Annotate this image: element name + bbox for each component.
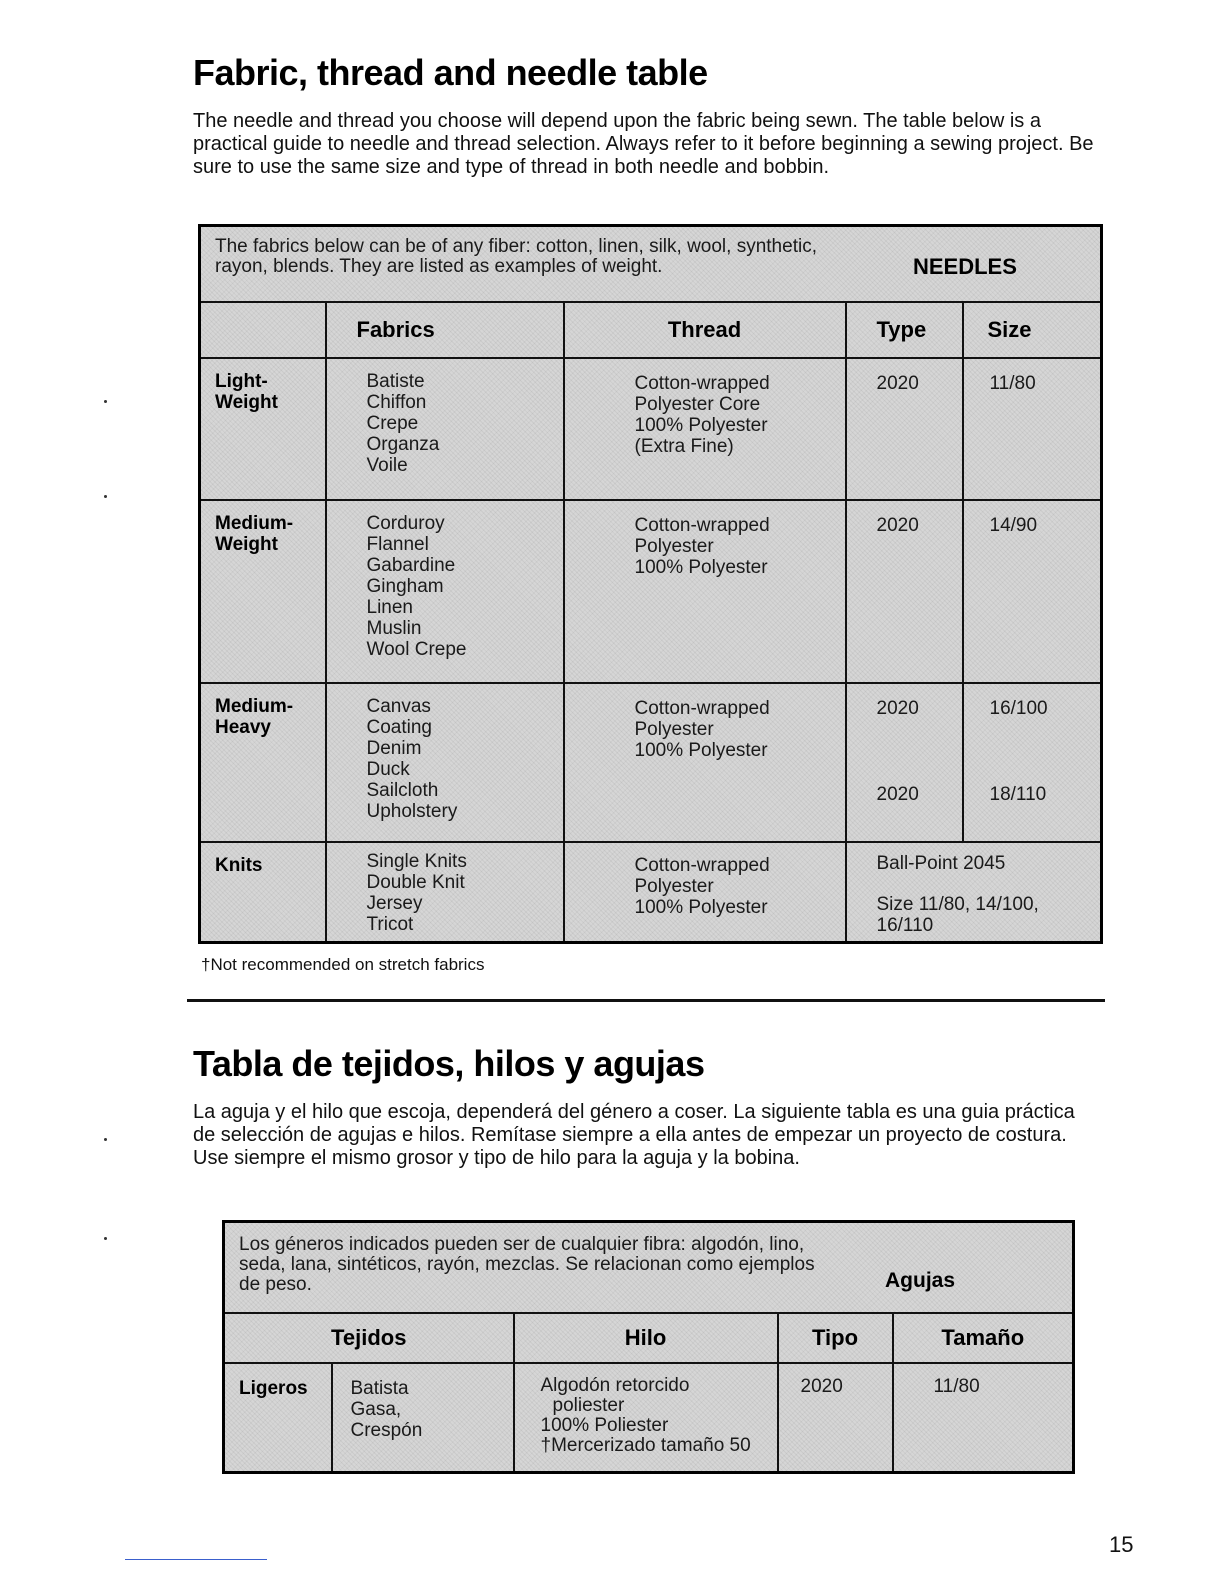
thread-cell: Cotton-wrapped Polyester Core 100% Polyester (Extra Fine) — [564, 358, 846, 500]
page-number: 15 — [1109, 1532, 1134, 1557]
category-cell: Ligeros — [224, 1363, 332, 1473]
table-row — [200, 842, 1102, 942]
header-tipo: Tipo — [778, 1313, 893, 1363]
spanish-table-note: Los géneros indicados pueden ser de cualquier fibra: algodón, lino, seda, lana, sintéticos, rayón, mezclas. Se relacionan como ejemplos de peso. — [239, 1234, 815, 1295]
category-cell: Medium- Heavy — [200, 683, 326, 842]
thread-cell: Cotton-wrapped Polyester 100% Polyester — [564, 683, 846, 842]
spanish-title: Tabla de tejidos, hilos y agujas — [193, 1043, 705, 1084]
margin-dot — [104, 1138, 107, 1141]
header-tejidos: Tejidos — [224, 1313, 514, 1363]
needle-cell: Ball-Point 2045 Size 11/80, 14/100, 16/110 — [846, 842, 1102, 942]
footnote: †Not recommended on stretch fabrics — [201, 955, 485, 974]
header-tamano: Tamaño — [893, 1313, 1074, 1363]
category-cell: Light- Weight — [200, 358, 326, 500]
needles-label: NEEDLES — [913, 254, 1017, 279]
type-cell: 2020 — [846, 358, 963, 500]
margin-dot — [104, 495, 107, 498]
fabrics-cell: Corduroy Flannel Gabardine Gingham Linen Muslin Wool Crepe — [326, 500, 564, 684]
margin-dot — [104, 1237, 107, 1240]
header-blank — [200, 302, 326, 358]
intro-paragraph: The needle and thread you choose will depend upon the fabric being sewn. The table below is a practical guide to needle and thread selection. Always refer to it before beginning a sewing project. Be sure to use the same size and type of thread in both needle and bobbin. — [193, 110, 1094, 178]
header-size: Size — [963, 302, 1102, 358]
table-row — [200, 683, 1102, 842]
table-note: The fabrics below can be of any fiber: cotton, linen, silk, wool, synthetic, rayon, blends. They are listed as examples of weight. — [215, 236, 817, 277]
margin-dot — [104, 400, 107, 403]
type-cell: 2020 — [846, 500, 963, 684]
table-row — [224, 1363, 1074, 1473]
category-cell: Medium- Weight — [200, 500, 326, 684]
thread-cell: Algodón retorcido poliester 100% Poliester †Mercerizado tamaño 50 — [514, 1363, 778, 1473]
category-cell: Knits — [200, 842, 326, 942]
header-fabrics: Fabrics — [326, 302, 564, 358]
header-hilo: Hilo — [514, 1313, 778, 1363]
type-cell: 2020 — [778, 1363, 893, 1473]
section-divider — [187, 999, 1105, 1002]
fabrics-cell: Canvas Coating Denim Duck Sailcloth Upholstery — [326, 683, 564, 842]
page-title: Fabric, thread and needle table — [193, 52, 708, 93]
fabric-table — [198, 224, 1103, 944]
size-cell: 11/80 — [963, 358, 1102, 500]
table-row — [200, 358, 1102, 500]
size-cell: 11/80 — [893, 1363, 1074, 1473]
header-thread: Thread — [564, 302, 846, 358]
fabrics-cell: Batista Gasa, Crespón — [332, 1363, 514, 1473]
table-note-cell — [200, 226, 1102, 302]
spanish-table — [222, 1220, 1075, 1474]
thread-cell: Cotton-wrapped Polyester 100% Polyester — [564, 500, 846, 684]
size-cell: 14/90 — [963, 500, 1102, 684]
type-cell: 2020 2020 — [846, 683, 963, 842]
size-cell: 16/100 18/110 — [963, 683, 1102, 842]
bottom-edge-line — [125, 1559, 267, 1560]
thread-cell: Cotton-wrapped Polyester 100% Polyester — [564, 842, 846, 942]
spanish-note-cell — [224, 1222, 1074, 1313]
fabrics-cell: Single Knits Double Knit Jersey Tricot — [326, 842, 564, 942]
table-row — [200, 500, 1102, 684]
agujas-label: Agujas — [885, 1269, 956, 1292]
spanish-intro: La aguja y el hilo que escoja, dependerá del género a coser. La siguiente tabla es una guia práctica de selección de agujas e hilos. Remítase siempre a ella antes de empezar un proyecto de costura. Use siempre el mismo grosor y tipo de hilo para la aguja y la bobina. — [193, 1101, 1075, 1169]
fabrics-cell: Batiste Chiffon Crepe Organza Voile — [326, 358, 564, 500]
header-type: Type — [846, 302, 963, 358]
